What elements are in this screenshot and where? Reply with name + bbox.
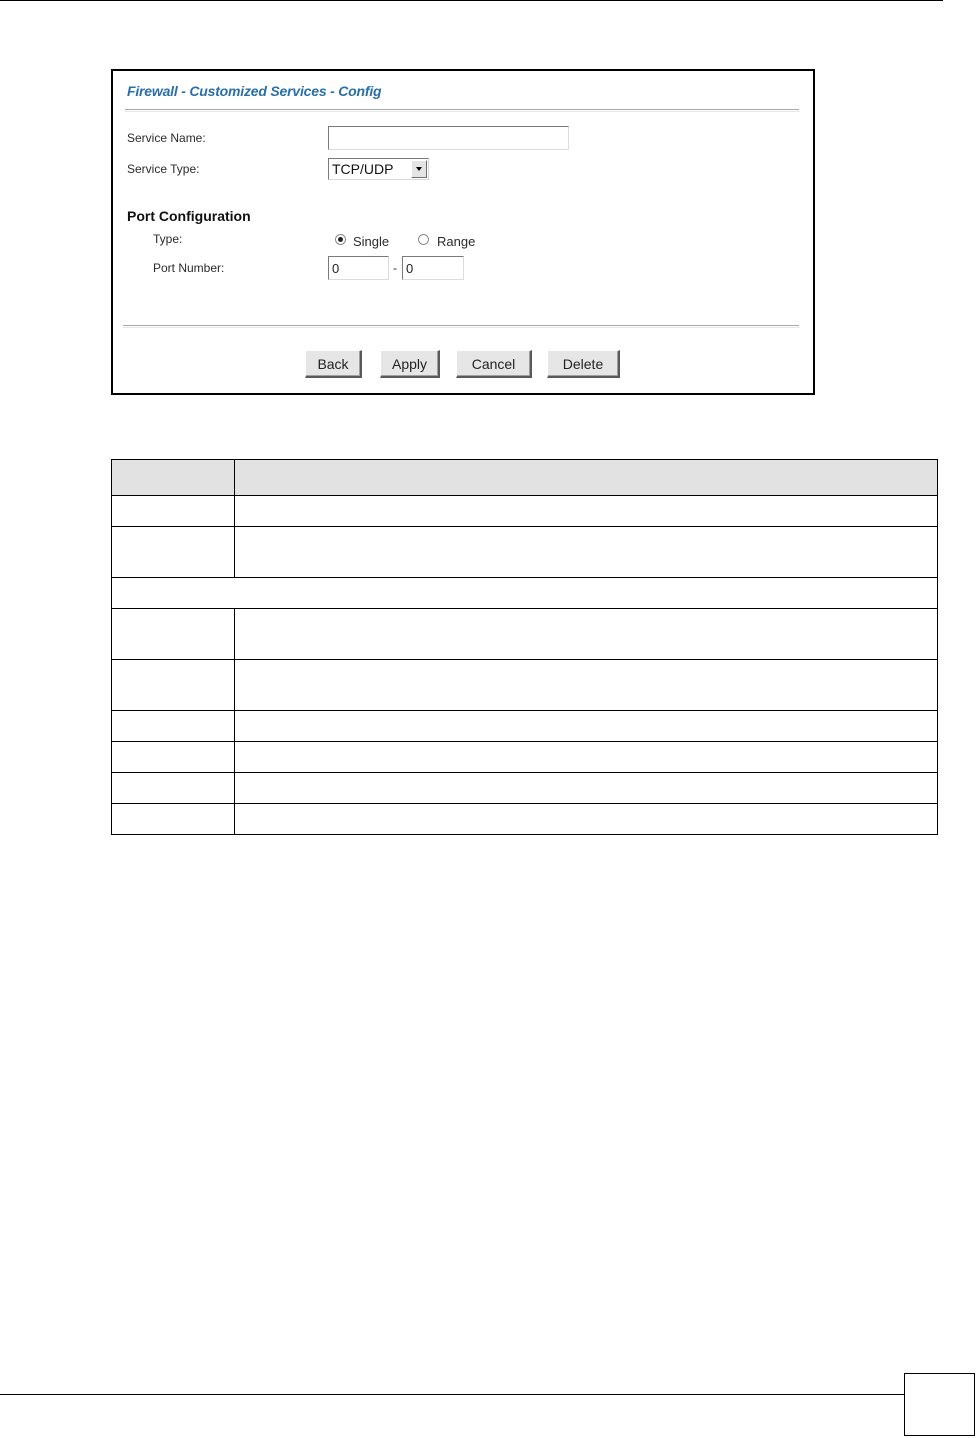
port-range-separator: - [393,261,397,275]
table-cell [112,578,938,609]
page-footer-rule [0,1394,905,1395]
table-cell [235,496,938,527]
page-top-rule [0,0,943,1]
table-cell [112,660,235,711]
table-cell [112,527,235,578]
table-row [112,742,938,773]
table-cell [235,711,938,742]
table-cell [112,804,235,835]
table-row [112,711,938,742]
service-name-input[interactable] [328,126,569,150]
table-cell [112,773,235,804]
service-type-label: Service Type: [127,162,200,176]
table-row [112,609,938,660]
radio-range-label: Range [437,234,476,249]
port-start-input[interactable] [328,256,389,280]
table-cell [112,711,235,742]
radio-range[interactable] [418,234,429,245]
table-row [112,660,938,711]
table-section-row [112,578,938,609]
table-header-cell [112,460,235,496]
back-button[interactable]: Back [305,350,362,378]
table-row [112,527,938,578]
table-row [112,773,938,804]
table-cell [112,496,235,527]
table-header-cell [235,460,938,496]
table-cell [235,742,938,773]
firewall-service-config-panel [111,69,815,395]
service-type-value: TCP/UDP [332,161,394,177]
page-number-box [904,1373,975,1436]
port-type-label: Type: [153,232,183,246]
table-header-row [112,460,938,496]
table-cell [235,660,938,711]
table-cell [235,804,938,835]
cancel-button[interactable]: Cancel [456,350,532,378]
port-end-input[interactable] [402,256,464,280]
port-configuration-heading: Port Configuration [127,208,251,224]
button-divider [123,325,799,327]
table-cell [112,742,235,773]
table-cell [235,609,938,660]
service-name-label: Service Name: [127,131,206,145]
title-divider [125,109,799,111]
table-cell [235,773,938,804]
field-description-table [111,459,938,835]
panel-title: Firewall - Customized Services - Config [127,83,382,99]
radio-single[interactable] [335,234,346,245]
table-row [112,804,938,835]
port-number-label: Port Number: [153,261,225,275]
chevron-down-icon[interactable] [411,160,427,178]
table-cell [235,527,938,578]
delete-button[interactable]: Delete [547,350,620,378]
table-cell [112,609,235,660]
apply-button[interactable]: Apply [380,350,440,378]
table-row [112,496,938,527]
service-type-select[interactable] [328,158,429,180]
radio-single-label: Single [353,234,390,249]
